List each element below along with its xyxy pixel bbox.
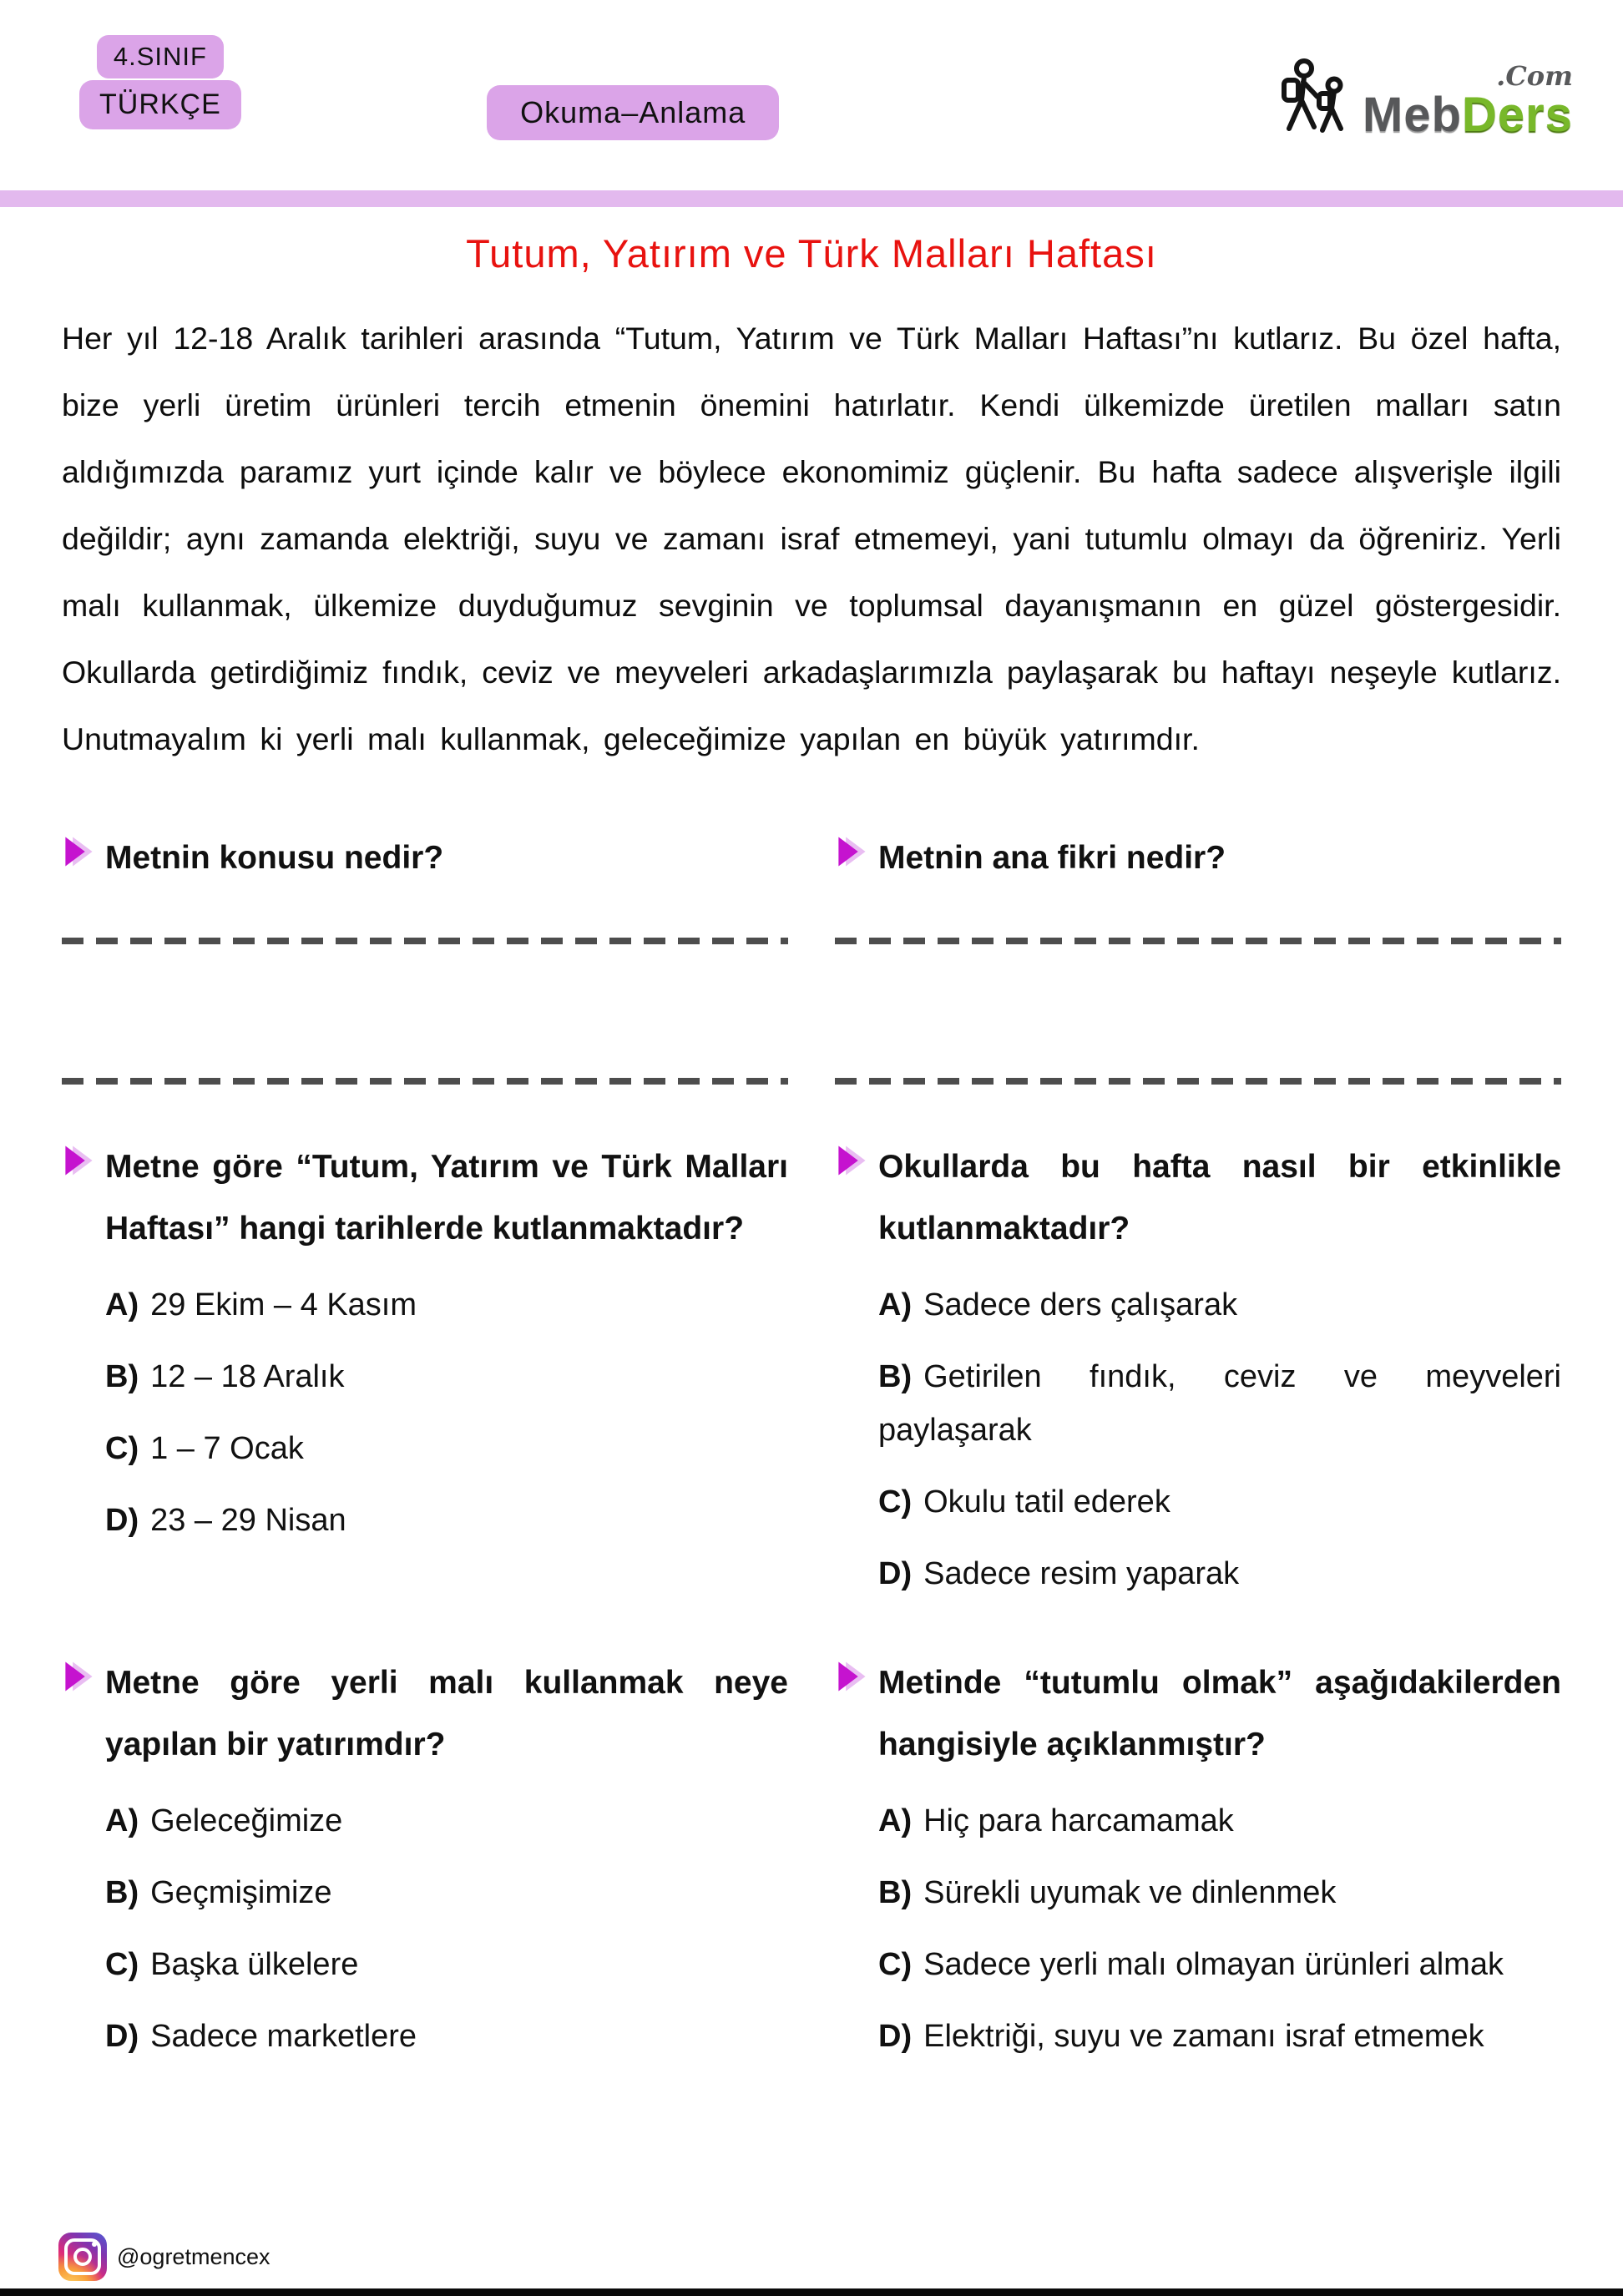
option xyxy=(105,1350,788,1403)
instagram-icon xyxy=(58,2233,107,2281)
question-block-open-1 xyxy=(62,827,788,1085)
answer-line xyxy=(62,1078,788,1085)
instagram-handle: @ogretmencex xyxy=(117,2243,270,2269)
option-text: Sadece ders çalışarak xyxy=(923,1287,1238,1322)
arrow-bullet-icon xyxy=(62,1661,94,1697)
question-text: Okullarda bu hafta nasıl bir etkinlikle kutlanmaktadır? xyxy=(878,1149,1561,1247)
questions-grid xyxy=(62,827,1561,2063)
option xyxy=(878,2010,1561,2063)
option xyxy=(878,1866,1561,1919)
subject-badge: TÜRKÇE xyxy=(79,80,241,129)
option-text: Hiç para harcamamak xyxy=(923,1803,1234,1838)
option xyxy=(878,1794,1561,1848)
answer-line xyxy=(835,938,1561,944)
worksheet-body xyxy=(0,207,1623,2063)
option xyxy=(105,1422,788,1475)
logo-meb-text: Meb xyxy=(1363,88,1462,142)
options-list xyxy=(62,1278,788,1547)
bottom-bar xyxy=(0,2288,1623,2296)
page-header xyxy=(0,0,1623,190)
option xyxy=(878,1350,1561,1457)
arrow-bullet-icon xyxy=(62,1145,94,1181)
logo-com-text: .Com xyxy=(1496,60,1573,92)
option-text: Sadece yerli malı olmayan ürünleri almak xyxy=(923,1947,1504,1982)
option-text: 23 – 29 Nisan xyxy=(150,1503,346,1538)
arrow-bullet-icon xyxy=(835,1145,867,1181)
option-letter: B) xyxy=(878,1359,913,1394)
passage-text: Her yıl 12-18 Aralık tarihleri arasında “Tutum, Yatırım ve Türk Malları Haftası”nı kutlarız. Bu özel hafta, bize yerli üretim ürünleri tercih etmenin önemini hatırlatır. Kendi ülkemizde üretilen malları satın aldığımızda paramız yurt içinde kalır ve böylece ekonomimiz güçlenir. Bu hafta sadece alışverişle ilgili değildir; aynı zamanda elektriği, suyu ve zamanı israf etmemeyi, yani tutumlu olmayı da öğreniriz. Yerli malı kullanmak, ülkemize duyduğumuz sevginin ve toplumsal dayanışmanın en güzel göstergesidir. Okullarda getirdiğimiz fındık, ceviz ve meyveleri arkadaşlarımızla paylaşarak bu haftayı neşeyle kutlarız. Unutmayalım ki yerli malı kullanmak, geleceğimize yapılan en büyük yatırımdır. xyxy=(62,321,1561,756)
option-text: Geleceğimize xyxy=(150,1803,343,1838)
option xyxy=(878,1547,1561,1601)
option-letter: B) xyxy=(105,1359,139,1394)
arrow-bullet-icon xyxy=(62,836,94,872)
walking-people-icon xyxy=(1271,58,1354,139)
option-letter: A) xyxy=(878,1803,913,1838)
options-list xyxy=(835,1794,1561,2063)
option-text: 1 – 7 Ocak xyxy=(150,1431,304,1466)
page-footer xyxy=(58,2233,270,2281)
logo-ders-text: Ders xyxy=(1462,88,1573,142)
question-block-mc-3 xyxy=(62,1652,788,2063)
option xyxy=(105,1794,788,1848)
mebders-logo xyxy=(1271,35,1573,142)
option-text: Sürekli uyumak ve dinlenmek xyxy=(923,1875,1337,1910)
logo-wordmark xyxy=(1363,60,1573,142)
option-text: Okulu tatil ederek xyxy=(923,1484,1170,1520)
option-letter: B) xyxy=(105,1875,139,1910)
arrow-bullet-icon xyxy=(835,1661,867,1697)
question-text: Metnin konusu nedir? xyxy=(105,840,444,876)
option-letter: D) xyxy=(878,2019,913,2054)
option xyxy=(878,1278,1561,1332)
option xyxy=(105,2010,788,2063)
answer-line xyxy=(835,1078,1561,1085)
question-block-open-2 xyxy=(835,827,1561,1085)
option xyxy=(105,1866,788,1919)
question-text: Metnin ana fikri nedir? xyxy=(878,840,1226,876)
option-letter: D) xyxy=(105,2019,139,2054)
option-letter: A) xyxy=(105,1287,139,1322)
options-list xyxy=(835,1278,1561,1601)
option-letter: D) xyxy=(878,1556,913,1591)
arrow-bullet-icon xyxy=(835,836,867,872)
option-text: 12 – 18 Aralık xyxy=(150,1359,345,1394)
option-letter: D) xyxy=(105,1503,139,1538)
option xyxy=(105,1278,788,1332)
option-letter: C) xyxy=(105,1431,139,1466)
answer-line xyxy=(62,938,788,944)
option-letter: C) xyxy=(878,1947,913,1982)
option-letter: A) xyxy=(105,1803,139,1838)
option-letter: A) xyxy=(878,1287,913,1322)
option-letter: C) xyxy=(878,1484,913,1520)
option-letter: C) xyxy=(105,1947,139,1982)
option xyxy=(105,1938,788,1991)
header-divider-band xyxy=(0,190,1623,207)
topic-badge: Okuma–Anlama xyxy=(487,85,779,140)
option-text: Elektriği, suyu ve zamanı israf etmemek xyxy=(923,2019,1484,2054)
question-block-mc-4 xyxy=(835,1652,1561,2063)
option xyxy=(878,1938,1561,1991)
option-text: Sadece marketlere xyxy=(150,2019,417,2054)
question-block-mc-1 xyxy=(62,1136,788,1547)
question-block-mc-2 xyxy=(835,1136,1561,1601)
question-text: Metinde “tutumlu olmak” aşağıdakilerden hangisiyle açıklanmıştır? xyxy=(878,1665,1561,1762)
option-text: Sadece resim yaparak xyxy=(923,1556,1240,1591)
question-text: Metne göre “Tutum, Yatırım ve Türk Malları Haftası” hangi tarihlerde kutlanmaktadır? xyxy=(105,1149,788,1247)
option-text: 29 Ekim – 4 Kasım xyxy=(150,1287,417,1322)
question-text: Metne göre yerli malı kullanmak neye yapılan bir yatırımdır? xyxy=(105,1665,788,1762)
option-letter: B) xyxy=(878,1875,913,1910)
option-text: Başka ülkelere xyxy=(150,1947,359,1982)
grade-subject-badges xyxy=(79,35,241,129)
option-text: Getirilen fındık, ceviz ve meyveleri paylaşarak xyxy=(878,1359,1561,1448)
option xyxy=(878,1475,1561,1529)
option-text: Geçmişimize xyxy=(150,1875,332,1910)
grade-badge: 4.SINIF xyxy=(97,35,224,78)
option xyxy=(105,1494,788,1547)
passage-title: Tutum, Yatırım ve Türk Malları Haftası xyxy=(466,231,1157,276)
options-list xyxy=(62,1794,788,2063)
